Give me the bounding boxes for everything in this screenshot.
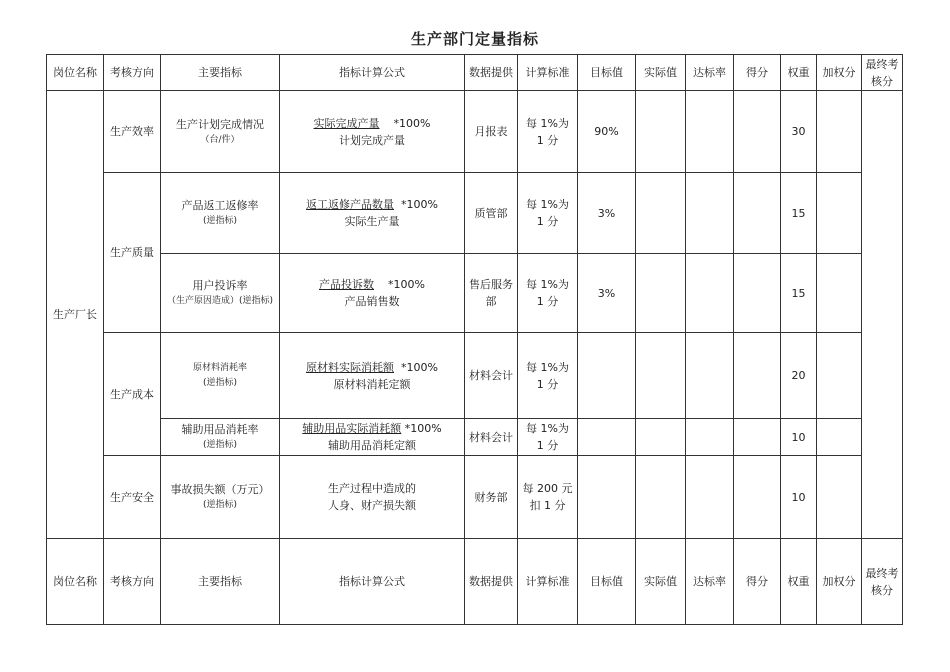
source-cell: 材料会计 [465,419,518,456]
kpi-table [46,54,903,625]
formula-multiplier: *100% [404,422,442,435]
standard-line2: 扣 1 分 [529,499,566,512]
standard-line1: 每 1%为 [526,422,569,435]
standard-line2: 1 分 [536,215,559,228]
actual-cell [636,419,686,456]
indicator-cell [161,91,280,173]
direction-cell: 生产质量 [104,173,161,333]
standard-line1: 每 1%为 [526,116,569,130]
formula-multiplier: *100% [401,360,438,374]
weight-cell: 10 [781,456,817,539]
position-cell: 生产厂长 [47,91,104,539]
header-position: 岗位名称 [47,539,104,625]
indicator-note: (逆指标) [202,216,238,226]
header-rate: 达标率 [686,55,734,91]
direction-cell: 生产成本 [104,333,161,456]
formula-numerator: 返工返修产品数量 [306,198,395,211]
header-direction: 考核方向 [104,55,161,91]
header-row [47,55,903,91]
weighted-cell [817,173,862,254]
standard-line2: 1 分 [536,377,559,391]
standard-cell [518,173,578,254]
rate-cell [686,456,734,539]
header-weight: 权重 [781,539,817,625]
weight-cell: 15 [781,173,817,254]
header-rate: 达标率 [686,539,734,625]
header-source: 数据提供 [465,55,518,91]
header-score: 得分 [734,539,781,625]
footer-header-row [47,539,903,625]
indicator-cell [161,333,280,419]
indicator-name: 事故损失额（万元） [170,483,270,496]
weight-cell: 20 [781,333,817,419]
indicator-name: 生产计划完成情况 [176,117,264,131]
final-cell [862,91,903,539]
header-standard: 计算标准 [518,539,578,625]
standard-line2: 1 分 [536,295,559,308]
weight-cell: 30 [781,91,817,173]
header-actual: 实际值 [636,55,686,91]
table-row [47,173,903,254]
rate-cell [686,91,734,173]
header-actual: 实际值 [636,539,686,625]
formula-cell [280,254,465,333]
standard-line1: 每 1%为 [526,198,569,211]
score-cell [734,254,781,333]
weighted-cell [817,333,862,419]
formula-numerator: 原材料实际消耗额 [306,360,395,374]
target-cell: 3% [578,254,636,333]
indicator-name: 原材料消耗率 [192,362,247,373]
formula-cell [280,91,465,173]
formula-line2: 人身、财产损失额 [328,499,416,512]
header-weight: 权重 [781,55,817,91]
formula-cell [280,456,465,539]
formula-denominator: 辅助用品消耗定额 [328,439,416,452]
actual-cell [636,456,686,539]
weight-cell: 15 [781,254,817,333]
standard-cell [518,333,578,419]
table-row [47,456,903,539]
rate-cell [686,333,734,419]
standard-cell [518,254,578,333]
formula-multiplier: *100% [388,278,425,291]
indicator-note: (逆指标) [202,440,238,450]
actual-cell [636,91,686,173]
header-final: 最终考核分 [862,55,903,91]
header-formula: 指标计算公式 [280,55,465,91]
indicator-note: （台/件） [200,134,240,145]
header-score: 得分 [734,55,781,91]
weighted-cell [817,419,862,456]
header-target: 目标值 [578,55,636,91]
formula-numerator: 辅助用品实际消耗额 [302,422,402,435]
standard-line1: 每 1%为 [526,360,569,374]
formula-multiplier: *100% [401,198,438,211]
indicator-name: 辅助用品消耗率 [181,423,259,436]
indicator-cell [161,419,280,456]
indicator-note: （生产原因造成）(逆指标) [166,296,274,306]
direction-cell: 生产安全 [104,456,161,539]
formula-numerator: 产品投诉数 [319,278,375,291]
header-weighted: 加权分 [817,55,862,91]
source-cell: 月报表 [465,91,518,173]
formula-denominator: 原材料消耗定额 [333,377,411,391]
formula-cell [280,419,465,456]
indicator-cell [161,254,280,333]
table-row [47,254,903,333]
source-cell: 售后服务部 [465,254,518,333]
target-cell [578,333,636,419]
target-cell [578,456,636,539]
rate-cell [686,173,734,254]
score-cell [734,333,781,419]
formula-cell [280,173,465,254]
actual-cell [636,173,686,254]
weighted-cell [817,456,862,539]
standard-cell [518,419,578,456]
source-cell: 财务部 [465,456,518,539]
indicator-cell [161,456,280,539]
standard-line1: 每 200 元 [522,482,573,495]
score-cell [734,91,781,173]
header-indicator: 主要指标 [161,539,280,625]
indicator-note: (逆指标) [202,500,238,510]
direction-cell: 生产效率 [104,91,161,173]
header-source: 数据提供 [465,539,518,625]
target-cell [578,419,636,456]
rate-cell [686,254,734,333]
header-final: 最终考核分 [862,539,903,625]
header-standard: 计算标准 [518,55,578,91]
header-weighted: 加权分 [817,539,862,625]
table-row [47,419,903,456]
standard-cell [518,91,578,173]
formula-line1: 生产过程中造成的 [328,482,416,495]
score-cell [734,456,781,539]
actual-cell [636,254,686,333]
header-position: 岗位名称 [47,55,104,91]
actual-cell [636,333,686,419]
formula-denominator: 实际生产量 [344,215,400,228]
header-indicator: 主要指标 [161,55,280,91]
standard-line2: 1 分 [536,133,559,147]
standard-cell [518,456,578,539]
standard-line2: 1 分 [536,439,559,452]
rate-cell [686,419,734,456]
formula-multiplier: *100% [393,116,431,130]
header-target: 目标值 [578,539,636,625]
standard-line1: 每 1%为 [526,278,569,291]
indicator-name: 用户投诉率 [192,279,248,292]
indicator-cell [161,173,280,254]
page-title: 生产部门定量指标 [410,30,539,48]
indicator-name: 产品返工返修率 [181,199,259,212]
indicator-note: (逆指标) [202,377,238,388]
score-cell [734,419,781,456]
header-direction: 考核方向 [104,539,161,625]
target-cell: 90% [578,91,636,173]
weighted-cell [817,91,862,173]
target-cell: 3% [578,173,636,254]
formula-cell [280,333,465,419]
weight-cell: 10 [781,419,817,456]
formula-denominator: 计划完成产量 [339,133,405,147]
formula-numerator: 实际完成产量 [313,116,380,130]
header-formula: 指标计算公式 [280,539,465,625]
formula-denominator: 产品销售数 [344,295,400,308]
score-cell [734,173,781,254]
weighted-cell [817,254,862,333]
source-cell: 材料会计 [465,333,518,419]
source-cell: 质管部 [465,173,518,254]
table-row [47,333,903,419]
table-row [47,91,903,173]
